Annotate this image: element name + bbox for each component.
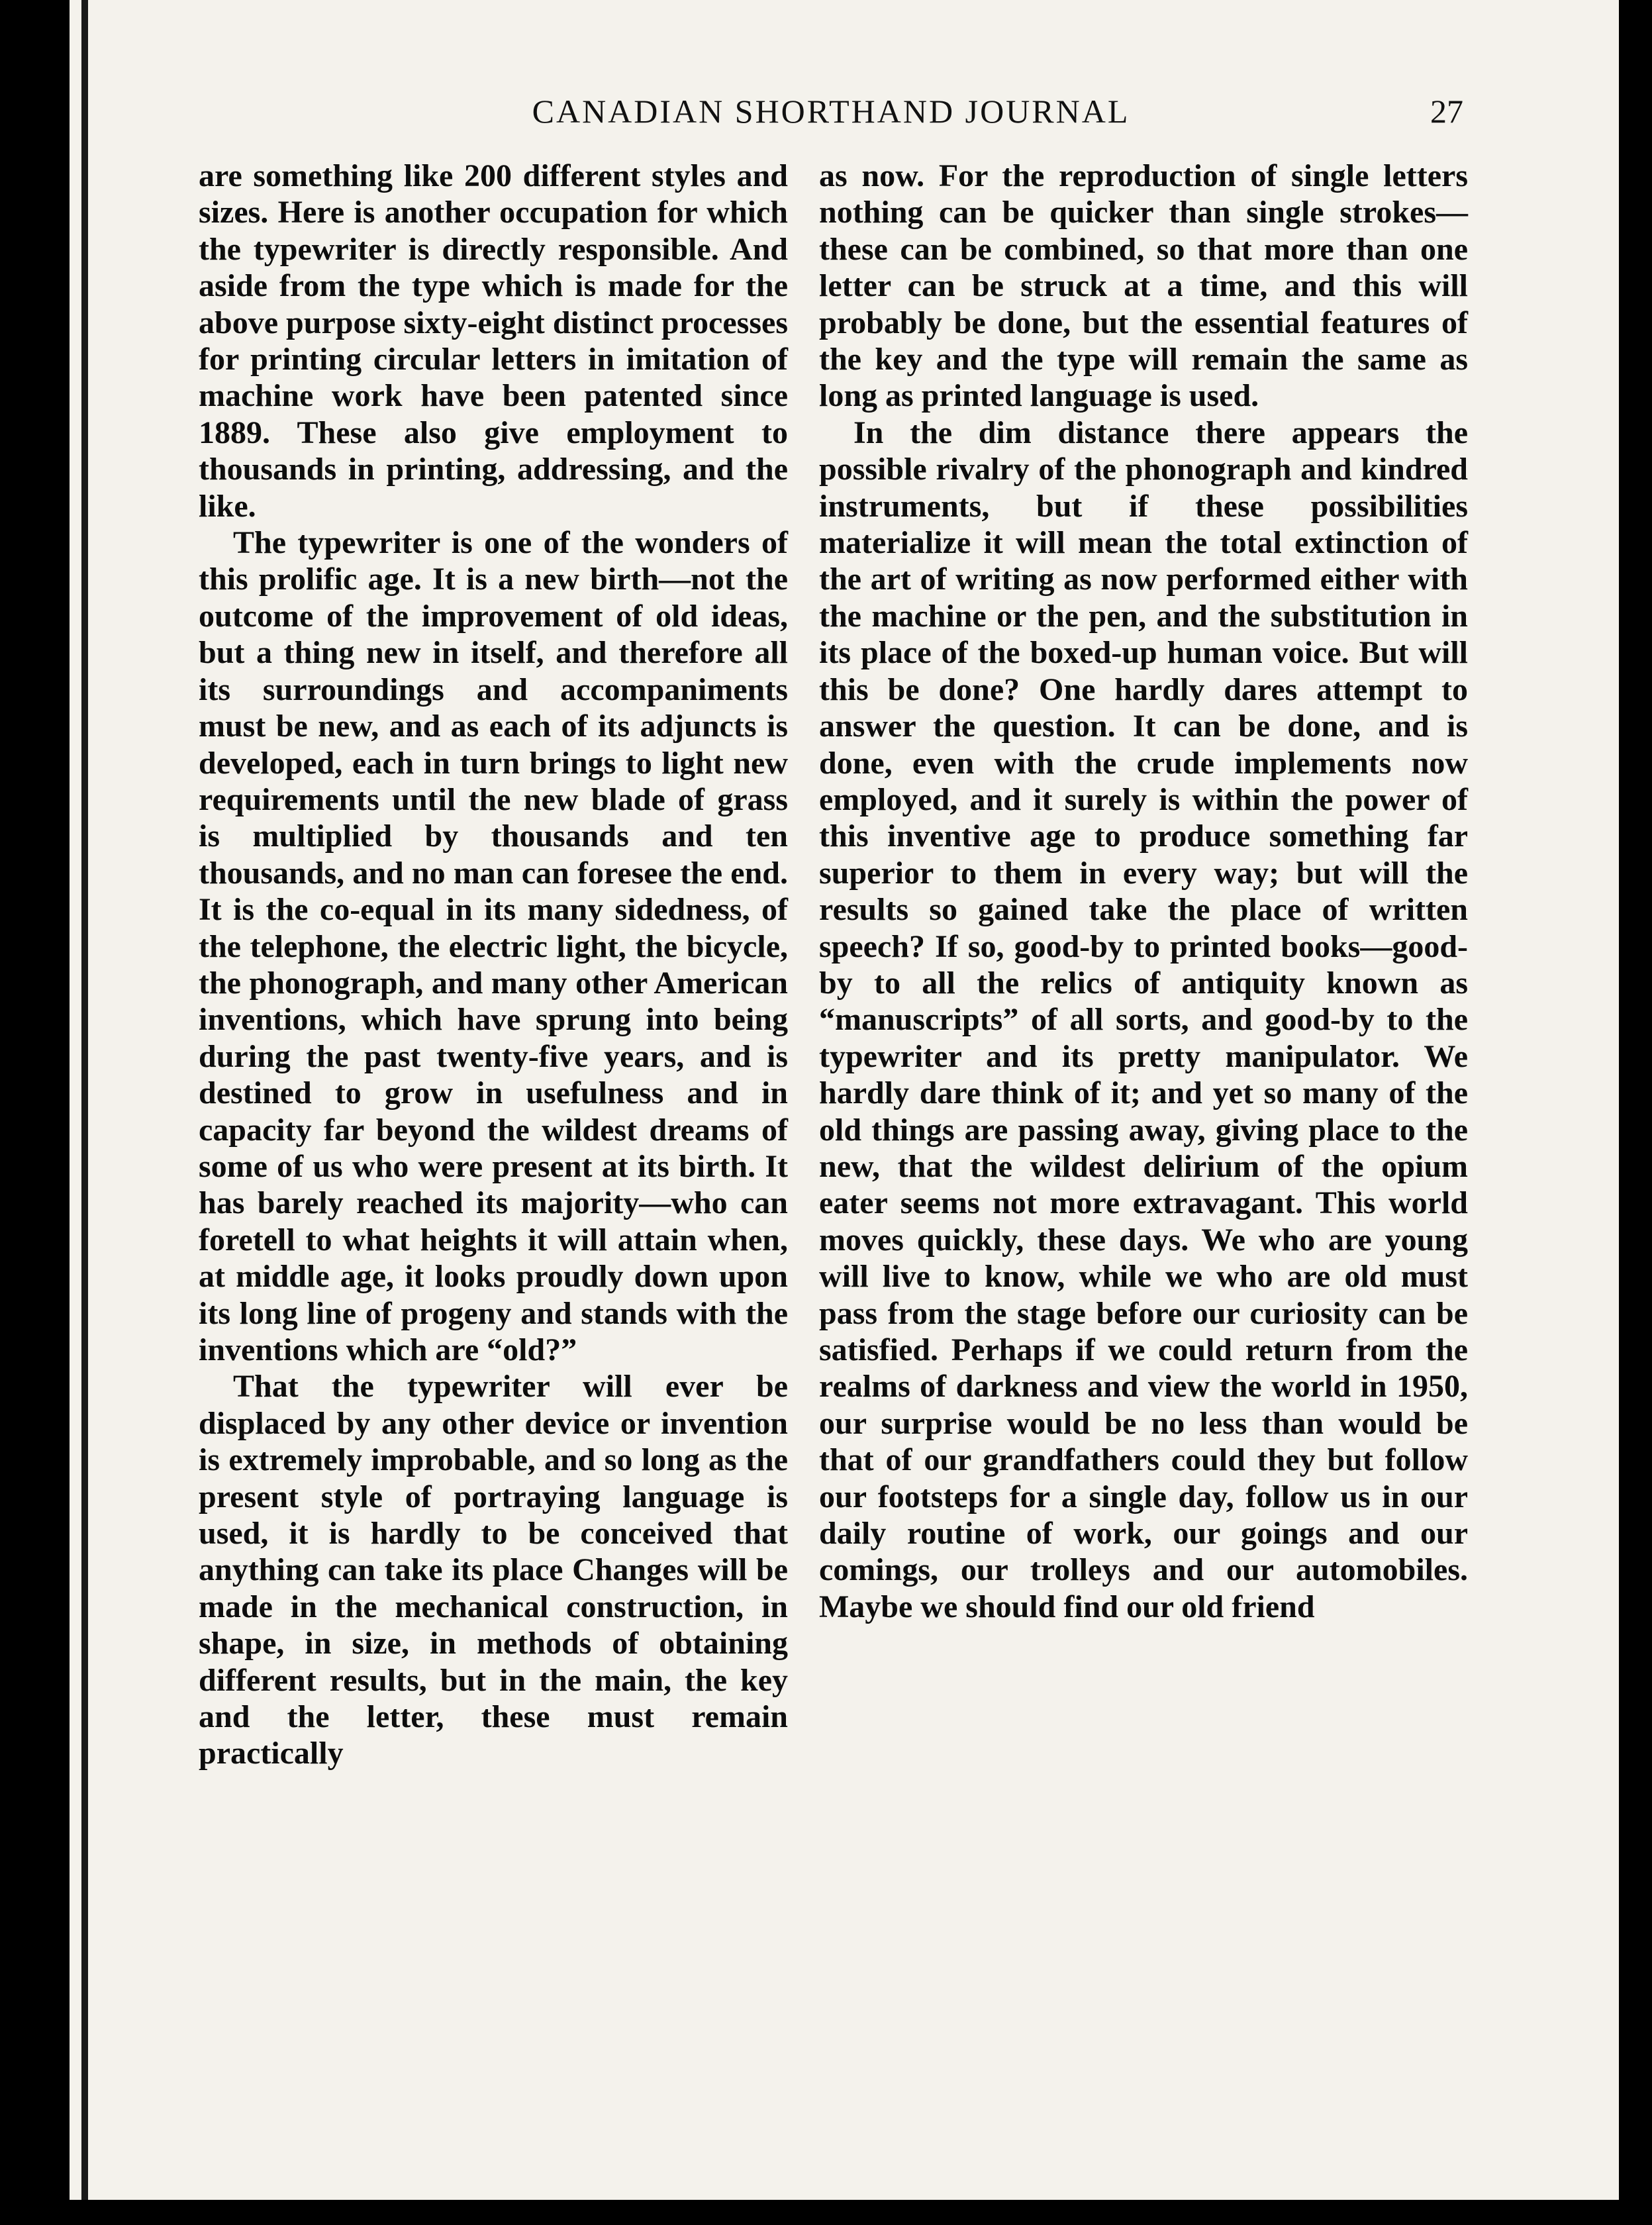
scan-border-right <box>1619 0 1652 2225</box>
paragraph: are something like 200 different styles and sizes. Here is another occupation for which the typewriter is directly responsible. And aside from the type which is made for the above purpose sixty-eight distinct processes for printing circular letters in imitation of machine work have been patented since 1889. These also give employment to thousands in printing, addressing, and the like. <box>199 158 788 524</box>
running-head: CANADIAN SHORTHAND JOURNAL <box>532 93 1130 130</box>
scan-border-bottom <box>0 2200 1652 2225</box>
left-column <box>199 158 788 1772</box>
right-column <box>819 158 1468 1625</box>
page-number: 27 <box>1430 93 1463 130</box>
binding-edge <box>81 0 88 2200</box>
paragraph: as now. For the reproduction of single letters nothing can be quicker than single strokes—these can be combined, so that more than one letter can be struck at a time, and this will probably be done, but the essential features of the key and the type will remain the same as long as printed language is used. <box>819 158 1468 414</box>
page-header <box>199 85 1463 138</box>
paragraph: In the dim distance there appears the possible rivalry of the phonograph and kindred instruments, but if these possibilities materialize it will mean the total extinction of the art of writing as now performed either with the machine or the pen, and the substitution in its place of the boxed-up human voice. But will this be done? One hardly dares attempt to answer the question. It can be done, and is done, even with the crude implements now employed, and it surely is within the power of this inventive age to produce something far superior to them in every way; but will the results so gained take the place of written speech? If so, good-by to printed books—good-by to all the relics of antiquity known as “manuscripts” of all sorts, and good-by to the typewriter and its pretty manipulator. We hardly dare think of it; and yet so many of the old things are passing away, giving place to the new, that the wildest delirium of the opium eater seems not more extravagant. This world moves quickly, these days. We who are young will live to know, while we who are old must pass from the stage before our curiosity can be satisfied. Perhaps if we could return from the realms of darkness and view the world in 1950, our surprise would be no less than would be that of our grandfathers could they but follow our footsteps for a single day, follow us in our daily routine of work, our goings and our comings, our trolleys and our automobiles. Maybe we should find our old friend <box>819 415 1468 1624</box>
paragraph: That the typewriter will ever be displaced by any other device or invention is extremely improbable, and so long as the present style of portraying language is used, it is hardly to be conceived that anything can take its place Changes will be made in the mechanical construction, in shape, in size, in methods of obtaining different results, but in the main, the key and the letter, these must remain practically <box>199 1369 788 1771</box>
paragraph: The typewriter is one of the wonders of this prolific age. It is a new birth—not the outcome of the improvement of old ideas, but a thing new in itself, and therefore all its surroundings and accompaniments must be new, and as each of its adjuncts is developed, each in turn brings to light new requirements until the new blade of grass is multiplied by thousands and ten thousands, and no man can foresee the end. It is the co-equal in its many sidedness, of the telephone, the electric light, the bicycle, the phonograph, and many other American inventions, which have sprung into being during the past twenty-five years, and is destined to grow in usefulness and in capacity far beyond the wildest dreams of some of us who were present at its birth. It has barely reached its majority—who can foretell to what heights it will attain when, at middle age, it looks proudly down upon its long line of progeny and stands with the inventions which are “old?” <box>199 525 788 1367</box>
scan-border-left <box>0 0 70 2225</box>
